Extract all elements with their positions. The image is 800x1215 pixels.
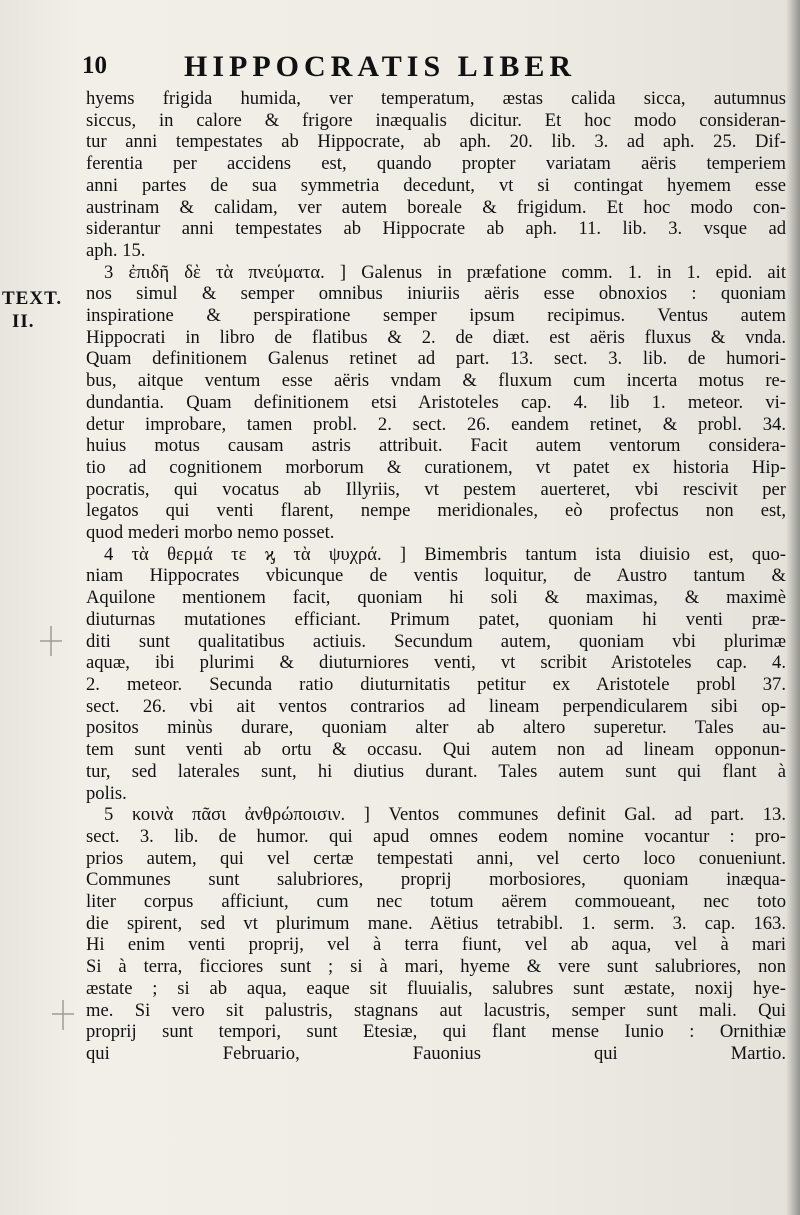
text-line: 4 τὰ θερμά τε ϗ τὰ ψυχρά. ] Bimembris tantum ista diuisio est, quo- — [104, 543, 786, 565]
page-number: 10 — [82, 52, 107, 79]
page-edge-shadow — [786, 0, 800, 1215]
text-line: detur improbare, tamen probl. 2. sect. 26. eandem retinet, & probl. 34. — [86, 413, 786, 435]
running-title: HIPPOCRATIS LIBER — [184, 50, 577, 83]
text-line: diuturnas mutationes efficiant. Primum patet, quoniam hi venti præ- — [86, 608, 786, 630]
pencil-mark — [50, 626, 52, 656]
text-line: diti sunt qualitatibus actiuis. Secundum autem, quoniam vbi plurimæ — [86, 630, 786, 652]
text-line: polis. — [86, 782, 127, 804]
text-line: æstate ; si ab aqua, eaque sit fluuialis, salubres sunt æstate, noxij hye- — [86, 977, 786, 999]
text-line: liter corpus afficiunt, cum nec totum aërem commoueant, nec toto — [86, 891, 786, 913]
text-line: qui Februario, Fauonius qui Martio. — [86, 1042, 786, 1064]
text-line: 3 ἐπιδῆ δὲ τὰ πνεύματα. ] Galenus in præfatione comm. 1. in 1. epid. ait — [104, 261, 786, 283]
text-line: sect. 26. vbi ait ventos contrarios ad lineam perpendicularem sibi op- — [86, 695, 786, 717]
margin-note-number: II. — [12, 311, 35, 332]
text-line: ferentia per accidens est, quando propter variatam aëris temperiem — [86, 153, 786, 175]
text-line: tem sunt venti ab ortu & occasu. Qui autem non ad lineam opponun- — [86, 739, 786, 761]
running-header — [82, 50, 662, 90]
text-line: siderantur anni tempestates ab Hippocrate ab aph. 11. lib. 3. vsque ad — [86, 218, 786, 240]
body-text — [86, 88, 786, 1065]
text-line: Aquilone mentionem facit, quoniam hi soli & maximas, & maximè — [86, 587, 786, 609]
text-line: bus, aitque ventum esse aëris vndam & fluxum cum incerta motus re- — [86, 370, 786, 392]
text-line: Hippocrati in libro de flatibus & 2. de diæt. est aëris fluxus & vnda. — [86, 326, 786, 348]
text-line: aquæ, ibi plurimi & diuturniores venti, vt scribit Aristoteles cap. 4. — [86, 652, 786, 674]
text-line: nos simul & semper omnibus iniuriis aëris esse obnoxios : quoniam — [86, 283, 786, 305]
text-line: Hi enim venti proprij, vel à terra fiunt, vel ab aqua, vel à mari — [86, 934, 786, 956]
text-line: 5 κοινὰ πᾶσι ἀνθρώποισιν. ] Ventos communes definit Gal. ad part. 13. — [104, 804, 786, 826]
text-line: siccus, in calore & frigore inæqualis dicitur. Et hoc modo consideran- — [86, 109, 786, 131]
text-line: positos minùs durare, quoniam alter ab altero superetur. Tales au- — [86, 717, 786, 739]
text-line: anni partes de sua symmetria decedunt, vt si contingat hyemem esse — [86, 174, 786, 196]
text-line: prios autem, qui vel certæ tempestati anni, vel certo loco conueniunt. — [86, 847, 786, 869]
text-line: aph. 15. — [86, 239, 146, 261]
text-line: tur, sed laterales sunt, hi diutius durant. Tales autem sunt qui flant à — [86, 760, 786, 782]
text-line: niam Hippocrates vbicunque de ventis loquitur, de Austro tantum & — [86, 565, 786, 587]
pencil-mark — [62, 1000, 64, 1030]
text-line: huius motus causam astris attribuit. Facit autem ventorum considera- — [86, 435, 786, 457]
text-line: tio ad cognitionem morborum & curationem, vt patet ex historia Hip- — [86, 456, 786, 478]
text-line: dundantia. Quam definitionem etsi Aristoteles cap. 4. lib 1. meteor. vi- — [86, 391, 786, 413]
text-line: Communes sunt salubriores, proprij morbosiores, quoniam inæqua- — [86, 869, 786, 891]
text-line: austrinam & calidam, ver autem boreale & frigidum. Et hoc modo con- — [86, 196, 786, 218]
margin-note-text: TEXT. — [2, 288, 63, 309]
text-line: quod mederi morbo nemo posset. — [86, 522, 335, 544]
text-line: 2. meteor. Secunda ratio diuturnitatis petitur ex Aristotele probl 37. — [86, 673, 786, 695]
text-line: inspiratione & perspiratione semper ipsum recipimus. Ventus autem — [86, 305, 786, 327]
text-line: sect. 3. lib. de humor. qui apud omnes eodem nomine vocantur : pro- — [86, 825, 786, 847]
text-line: me. Si vero sit palustris, stagnans aut lacustris, semper sunt mali. Qui — [86, 999, 786, 1021]
text-line: tur anni tempestates ab Hippocrate, ab aph. 20. lib. 3. ad aph. 25. Dif- — [86, 131, 786, 153]
text-line: pocratis, qui vocatus ab Illyriis, vt pestem auerteret, vbi rescivit per — [86, 478, 786, 500]
text-line: Quam definitionem Galenus retinet ad part. 13. sect. 3. lib. de humori- — [86, 348, 786, 370]
text-line: proprij sunt tempori, sunt Etesiæ, qui flant mense Iunio : Ornithiæ — [86, 1021, 786, 1043]
text-line: hyems frigida humida, ver temperatum, æstas calida sicca, autumnus — [86, 88, 786, 109]
text-line: Si à terra, ficciores sunt ; si à mari, hyeme & vere sunt salubriores, non — [86, 956, 786, 978]
text-line: legatos qui venti flarent, nempe meridionales, eò profectus non est, — [86, 500, 786, 522]
text-line: die spirent, sed vt plurimum mane. Aëtius tetrabibl. 1. serm. 3. cap. 163. — [86, 912, 786, 934]
